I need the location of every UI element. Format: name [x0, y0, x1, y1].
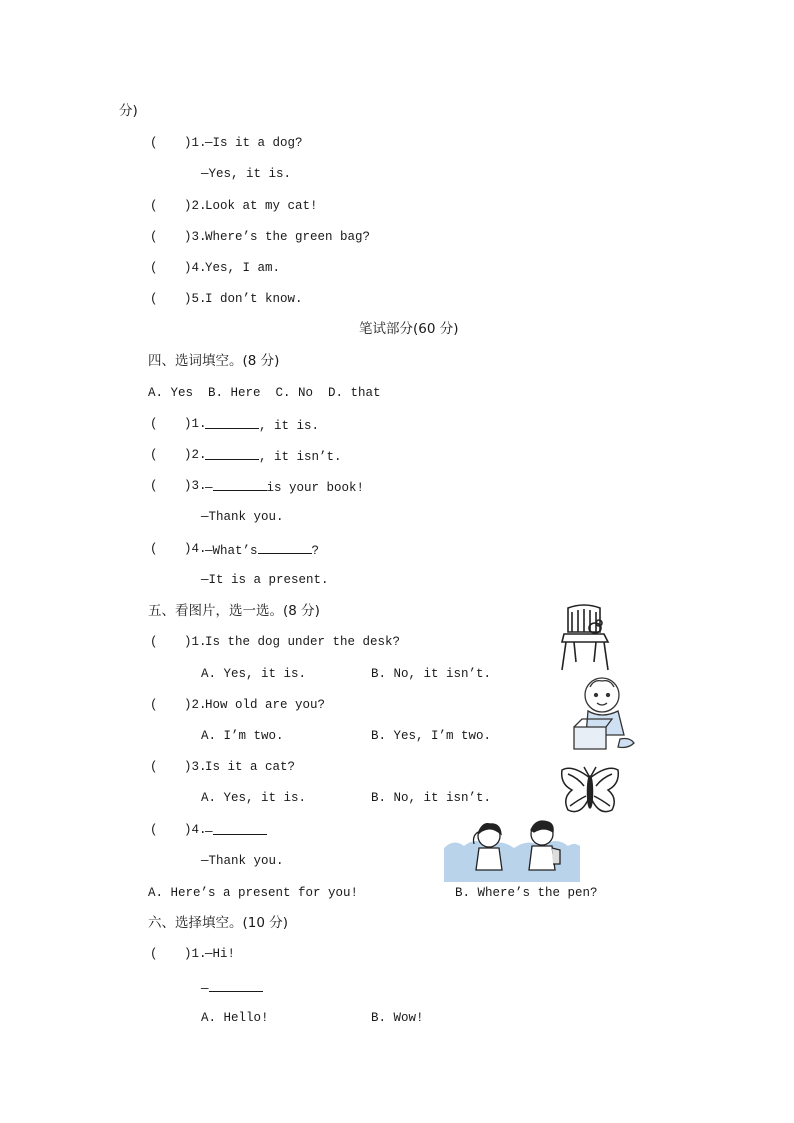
- question-line: [205, 541, 319, 559]
- question-number: )5.: [184, 292, 207, 306]
- question-number: )1.: [184, 136, 207, 150]
- option-b: B. No, it isn’t.: [371, 667, 492, 681]
- question-line: [205, 416, 319, 434]
- answer-paren[interactable]: (: [150, 230, 158, 244]
- question-number: )3.: [184, 479, 207, 493]
- reply-text: —Thank you.: [201, 854, 284, 868]
- question-number: )2.: [184, 698, 207, 712]
- section-5-title: 五、看图片，选一选。(8 分): [148, 603, 320, 619]
- fill-blank[interactable]: [209, 979, 263, 992]
- option-b: B. Yes, I’m two.: [371, 729, 492, 743]
- top-fragment: 分): [119, 103, 138, 119]
- question-number: )4.: [184, 823, 207, 837]
- reply-text: —It is a present.: [201, 573, 329, 587]
- chair-with-toy-dog-picture: [558, 602, 614, 674]
- question-line: [201, 979, 263, 997]
- question-text: Yes, I am.: [205, 261, 281, 275]
- question-number: )1.: [184, 635, 207, 649]
- answer-paren[interactable]: (: [150, 479, 158, 493]
- question-text: Is the dog under the desk?: [205, 635, 401, 649]
- option-a: A. Hello!: [201, 1011, 269, 1025]
- dash: —: [205, 481, 213, 495]
- reply-text: —Thank you.: [201, 510, 284, 524]
- option-b: B. No, it isn’t.: [371, 791, 492, 805]
- fill-blank[interactable]: [205, 416, 259, 429]
- butterfly-picture: [558, 764, 622, 822]
- section-4-title: 四、选词填空。(8 分): [148, 353, 280, 369]
- dash: —: [201, 982, 209, 996]
- question-text: , it is.: [259, 419, 320, 433]
- question-number: )2.: [184, 448, 207, 462]
- written-part-title: 笔试部分(60 分): [359, 321, 459, 337]
- option-a: A. Yes, it is.: [201, 667, 307, 681]
- question-text: —What’s: [205, 544, 258, 558]
- fill-blank[interactable]: [205, 447, 259, 460]
- answer-paren[interactable]: (: [150, 823, 158, 837]
- question-text: I don’t know.: [205, 292, 303, 306]
- question-text: Look at my cat!: [205, 199, 318, 213]
- answer-paren[interactable]: (: [150, 698, 158, 712]
- answer-paren[interactable]: (: [150, 136, 158, 150]
- dash: —: [205, 825, 213, 839]
- question-number: )3.: [184, 230, 207, 244]
- question-number: )4.: [184, 261, 207, 275]
- answer-paren[interactable]: (: [150, 635, 158, 649]
- question-number: )2.: [184, 199, 207, 213]
- answer-paren[interactable]: (: [150, 448, 158, 462]
- answer-paren[interactable]: (: [150, 947, 158, 961]
- question-text: How old are you?: [205, 698, 326, 712]
- answer-paren[interactable]: (: [150, 760, 158, 774]
- question-text: Where’s the green bag?: [205, 230, 371, 244]
- question-number: )4.: [184, 542, 207, 556]
- answer-paren[interactable]: (: [150, 542, 158, 556]
- answer-paren[interactable]: (: [150, 292, 158, 306]
- fill-blank[interactable]: [258, 541, 312, 554]
- question-number: )1.: [184, 947, 207, 961]
- answer-paren[interactable]: (: [150, 417, 158, 431]
- question-number: )1.: [184, 417, 207, 431]
- option-b: B. Wow!: [371, 1011, 424, 1025]
- option-b: B. Where’s the pen?: [455, 886, 598, 900]
- two-children-picture: [444, 818, 580, 882]
- question-line: [205, 478, 364, 496]
- section-6-title: 六、选择填空。(10 分): [148, 915, 289, 931]
- question-text: —Hi!: [205, 947, 236, 961]
- reply-text: —Yes, it is.: [201, 167, 292, 181]
- question-line: [205, 822, 267, 840]
- option-a: A. Yes, it is.: [201, 791, 307, 805]
- question-text: —Is it a dog?: [205, 136, 303, 150]
- question-line: [205, 447, 342, 465]
- fill-blank[interactable]: [213, 478, 267, 491]
- word-options: A. Yes B. Here C. No D. that: [148, 386, 381, 400]
- option-a: A. I’m two.: [201, 729, 284, 743]
- answer-paren[interactable]: (: [150, 199, 158, 213]
- question-text: Is it a cat?: [205, 760, 296, 774]
- question-mark: ?: [311, 544, 320, 558]
- option-a: A. Here’s a present for you!: [148, 886, 359, 900]
- baby-with-box-picture: [572, 673, 640, 753]
- answer-paren[interactable]: (: [150, 261, 158, 275]
- question-number: )3.: [184, 760, 207, 774]
- fill-blank[interactable]: [213, 822, 267, 835]
- question-text: is your book!: [266, 481, 365, 495]
- question-text: , it isn’t.: [259, 450, 342, 464]
